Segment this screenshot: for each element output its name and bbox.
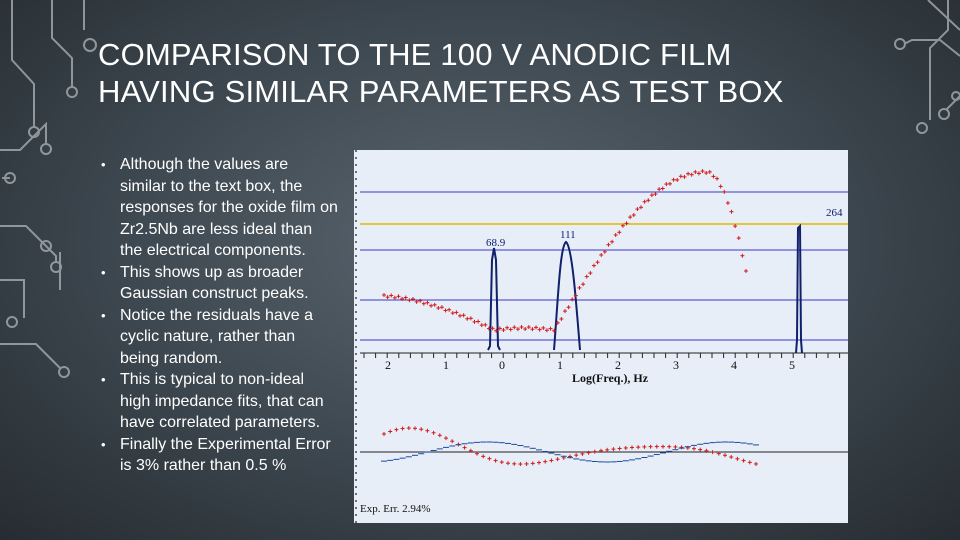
bullet-text: Although the values are similar to the text box, the responses for the oxide film on Zr2.5Nb are less ideal than the electrical components. (120, 156, 338, 259)
x-tick-label: 5 (789, 358, 795, 372)
x-tick-label: 1 (557, 358, 563, 372)
bullet-text: This is typical to non-ideal high impedance fits, that can have correlated parameters. (120, 371, 324, 431)
x-tick-label: 2 (385, 358, 391, 372)
bullet-text: Notice the residuals have a cyclic nature, rather than being random. (120, 306, 313, 367)
bullet-text: This shows up as broader Gaussian construct peaks. (120, 263, 309, 302)
bullet-text: Finally the Experimental Error is 3% rather than 0.5 % (120, 435, 331, 474)
x-axis-label: Log(Freq.), Hz (572, 371, 649, 385)
bullet-item (98, 369, 338, 434)
bullet-icon: • (101, 307, 106, 323)
x-tick-label: 3 (673, 358, 679, 372)
x-tick-label: 1 (443, 358, 449, 372)
chart-image (354, 150, 848, 523)
x-tick-label: 4 (731, 358, 737, 372)
bullet-list (98, 154, 338, 477)
peak-label: 68.9 (486, 237, 506, 249)
bullet-icon: • (101, 264, 106, 280)
impedance-chart (354, 150, 848, 523)
bullet-item (98, 154, 338, 262)
exp-err-note: Exp. Err. 2.94% (360, 503, 431, 515)
x-tick-label: 0 (499, 358, 505, 372)
slide-title: COMPARISON TO THE 100 V ANODIC FILM HAVING SIMILAR PARAMETERS AS TEST BOX (98, 37, 784, 109)
bullet-icon: • (101, 436, 106, 452)
chart-background (354, 150, 848, 523)
bullet-item (98, 305, 338, 370)
peak-label: 264 (826, 207, 843, 219)
bullet-item (98, 262, 338, 305)
bullet-item (98, 434, 338, 477)
peak-label: 111 (560, 229, 576, 241)
x-tick-label: 2 (615, 358, 621, 372)
bullet-icon: • (101, 372, 106, 387)
bullet-icon: • (101, 157, 106, 172)
